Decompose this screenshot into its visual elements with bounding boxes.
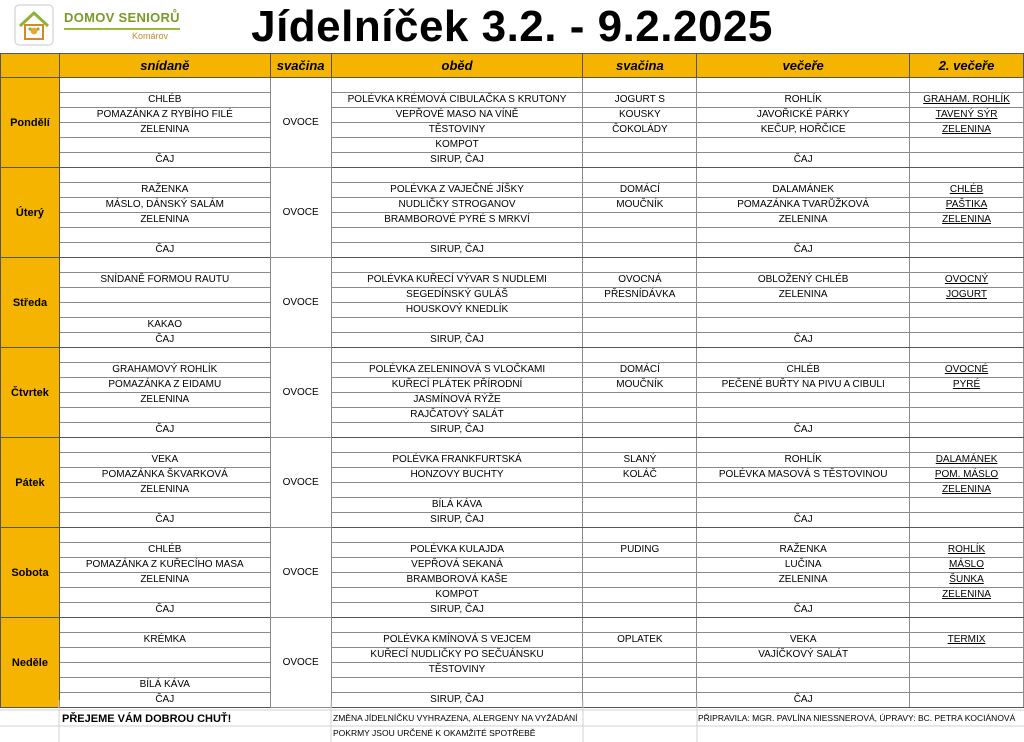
cell-lunch: HONZOVY BUCHTY: [331, 468, 583, 483]
cell-dinner: JAVOŘICKÉ PÁRKY: [697, 108, 910, 123]
cell-second-dinner: [910, 168, 1024, 183]
day-label: Čtvrtek: [1, 348, 60, 438]
header-snack-afternoon: svačina: [583, 54, 697, 78]
cell-second-dinner: ZELENINA: [910, 588, 1024, 603]
cell-snack-afternoon: OPLATEK: [583, 633, 697, 648]
cell-dinner: [697, 438, 910, 453]
table-row: [1, 168, 1024, 183]
cell-breakfast: KRÉMKA: [59, 633, 270, 648]
cell-dinner: ZELENINA: [697, 288, 910, 303]
footer-note-allergens: ZMĚNA JÍDELNÍČKU VYHRAZENA, ALERGENY NA VYŽÁDÁNÍ: [333, 713, 578, 723]
cell-lunch: POLÉVKA KMÍNOVÁ S VEJCEM: [331, 633, 583, 648]
cell-second-dinner: ZELENINA: [910, 213, 1024, 228]
logo-name: DOMOV SENIORŮ: [64, 10, 180, 25]
table-row: [1, 558, 1024, 573]
cell-lunch: [331, 528, 583, 543]
cell-dinner: [697, 258, 910, 273]
cell-lunch: KOMPOT: [331, 138, 583, 153]
cell-lunch: POLÉVKA ZELENINOVÁ S VLOČKAMI: [331, 363, 583, 378]
cell-lunch: SEGEDÍNSKÝ GULÁŠ: [331, 288, 583, 303]
day-label: Sobota: [1, 528, 60, 618]
table-row: [1, 633, 1024, 648]
cell-second-dinner: DALAMÁNEK: [910, 453, 1024, 468]
cell-lunch: KUŘECÍ PLÁTEK PŘÍRODNÍ: [331, 378, 583, 393]
cell-snack-afternoon: ČOKOLÁDY: [583, 123, 697, 138]
cell-second-dinner: [910, 138, 1024, 153]
cell-dinner: ROHLÍK: [697, 93, 910, 108]
cell-lunch: NUDLIČKY STROGANOV: [331, 198, 583, 213]
cell-second-dinner: [910, 393, 1024, 408]
cell-breakfast: [59, 228, 270, 243]
table-row: [1, 153, 1024, 168]
cell-breakfast: CHLÉB: [59, 93, 270, 108]
table-row: [1, 468, 1024, 483]
cell-dinner: VAJÍČKOVÝ SALÁT: [697, 648, 910, 663]
table-row: [1, 648, 1024, 663]
header-second-dinner: 2. večeře: [910, 54, 1024, 78]
cell-second-dinner: ROHLÍK: [910, 543, 1024, 558]
cell-snack-afternoon: [583, 558, 697, 573]
cell-snack-morning: OVOCE: [270, 348, 331, 438]
cell-snack-afternoon: [583, 408, 697, 423]
cell-second-dinner: POM. MÁSLO: [910, 468, 1024, 483]
table-row: [1, 498, 1024, 513]
table-row: [1, 213, 1024, 228]
cell-lunch: BRAMBOROVÁ KAŠE: [331, 573, 583, 588]
table-row: [1, 78, 1024, 93]
cell-dinner: [697, 318, 910, 333]
cell-lunch: SIRUP, ČAJ: [331, 603, 583, 618]
cell-dinner: CHLÉB: [697, 363, 910, 378]
cell-second-dinner: [910, 528, 1024, 543]
cell-lunch: KOMPOT: [331, 588, 583, 603]
table-row: [1, 603, 1024, 618]
cell-lunch: [331, 483, 583, 498]
cell-dinner: ZELENINA: [697, 573, 910, 588]
cell-breakfast: CHLÉB: [59, 543, 270, 558]
cell-snack-afternoon: [583, 588, 697, 603]
header-breakfast: snídaně: [59, 54, 270, 78]
cell-breakfast: ČAJ: [59, 153, 270, 168]
cell-lunch: SIRUP, ČAJ: [331, 333, 583, 348]
table-row: [1, 333, 1024, 348]
cell-second-dinner: [910, 318, 1024, 333]
cell-breakfast: ZELENINA: [59, 483, 270, 498]
cell-lunch: POLÉVKA Z VAJEČNÉ JÍŠKY: [331, 183, 583, 198]
cell-second-dinner: [910, 408, 1024, 423]
cell-dinner: [697, 303, 910, 318]
table-row: [1, 273, 1024, 288]
cell-second-dinner: [910, 498, 1024, 513]
cell-breakfast: ČAJ: [59, 693, 270, 708]
cell-lunch: POLÉVKA KULAJDA: [331, 543, 583, 558]
cell-dinner: [697, 528, 910, 543]
cell-dinner: [697, 228, 910, 243]
cell-breakfast: [59, 78, 270, 93]
cell-dinner: ČAJ: [697, 153, 910, 168]
cell-breakfast: ČAJ: [59, 513, 270, 528]
cell-breakfast: POMAZÁNKA ŠKVARKOVÁ: [59, 468, 270, 483]
cell-breakfast: [59, 528, 270, 543]
header-row: [1, 54, 1024, 78]
cell-breakfast: POMAZÁNKA Z RYBÍHO FILÉ: [59, 108, 270, 123]
cell-breakfast: BÍLÁ KÁVA: [59, 678, 270, 693]
cell-snack-afternoon: PŘESNÍDÁVKA: [583, 288, 697, 303]
cell-breakfast: ČAJ: [59, 243, 270, 258]
cell-snack-afternoon: DOMÁCÍ: [583, 363, 697, 378]
cell-second-dinner: GRAHAM. ROHLÍK: [910, 93, 1024, 108]
cell-breakfast: SNÍDANĚ FORMOU RAUTU: [59, 273, 270, 288]
cell-snack-afternoon: [583, 333, 697, 348]
cell-lunch: JASMÍNOVÁ RÝŽE: [331, 393, 583, 408]
table-row: [1, 198, 1024, 213]
cell-breakfast: ZELENINA: [59, 573, 270, 588]
cell-breakfast: RAŽENKA: [59, 183, 270, 198]
cell-second-dinner: [910, 438, 1024, 453]
cell-second-dinner: [910, 603, 1024, 618]
table-row: [1, 288, 1024, 303]
table-row: [1, 543, 1024, 558]
cell-breakfast: [59, 258, 270, 273]
menu-table: [0, 53, 1024, 708]
table-row: [1, 528, 1024, 543]
table-row: [1, 423, 1024, 438]
cell-snack-afternoon: [583, 663, 697, 678]
table-row: [1, 348, 1024, 363]
table-row: [1, 93, 1024, 108]
cell-second-dinner: MÁSLO: [910, 558, 1024, 573]
cell-second-dinner: [910, 258, 1024, 273]
cell-second-dinner: CHLÉB: [910, 183, 1024, 198]
cell-dinner: ČAJ: [697, 333, 910, 348]
page-title: Jídelníček 3.2. - 9.2.2025: [251, 2, 773, 51]
cell-second-dinner: [910, 243, 1024, 258]
cell-snack-afternoon: KOUSKY: [583, 108, 697, 123]
cell-dinner: [697, 393, 910, 408]
cell-snack-afternoon: [583, 303, 697, 318]
cell-dinner: [697, 678, 910, 693]
cell-snack-morning: OVOCE: [270, 618, 331, 708]
cell-snack-afternoon: [583, 618, 697, 633]
cell-dinner: ČAJ: [697, 423, 910, 438]
cell-second-dinner: [910, 303, 1024, 318]
cell-dinner: VEKA: [697, 633, 910, 648]
cell-lunch: VEPŘOVÉ MASO NA VÍNĚ: [331, 108, 583, 123]
cell-snack-afternoon: [583, 648, 697, 663]
cell-breakfast: [59, 288, 270, 303]
cell-dinner: LUČINA: [697, 558, 910, 573]
cell-second-dinner: [910, 678, 1024, 693]
cell-breakfast: ČAJ: [59, 423, 270, 438]
cell-lunch: SIRUP, ČAJ: [331, 513, 583, 528]
cell-snack-afternoon: PUDING: [583, 543, 697, 558]
cell-snack-afternoon: OVOCNÁ: [583, 273, 697, 288]
cell-snack-afternoon: JOGURT S: [583, 93, 697, 108]
cell-dinner: [697, 408, 910, 423]
cell-snack-afternoon: [583, 438, 697, 453]
cell-lunch: BÍLÁ KÁVA: [331, 498, 583, 513]
cell-second-dinner: [910, 648, 1024, 663]
cell-breakfast: [59, 618, 270, 633]
table-row: [1, 318, 1024, 333]
cell-lunch: POLÉVKA KRÉMOVÁ CIBULAČKA S KRUTONY: [331, 93, 583, 108]
cell-dinner: [697, 348, 910, 363]
cell-dinner: [697, 498, 910, 513]
cell-snack-afternoon: [583, 483, 697, 498]
cell-lunch: TĚSTOVINY: [331, 123, 583, 138]
cell-dinner: [697, 618, 910, 633]
table-row: [1, 303, 1024, 318]
cell-second-dinner: [910, 618, 1024, 633]
table-row: [1, 453, 1024, 468]
header-snack-morning: svačina: [270, 54, 331, 78]
cell-breakfast: [59, 168, 270, 183]
table-row: [1, 183, 1024, 198]
cell-dinner: ČAJ: [697, 513, 910, 528]
cell-snack-morning: OVOCE: [270, 168, 331, 258]
cell-lunch: [331, 348, 583, 363]
table-row: [1, 363, 1024, 378]
cell-breakfast: [59, 663, 270, 678]
cell-snack-afternoon: [583, 603, 697, 618]
cell-breakfast: POMAZÁNKA Z EIDAMU: [59, 378, 270, 393]
cell-dinner: ČAJ: [697, 603, 910, 618]
cell-snack-afternoon: [583, 138, 697, 153]
cell-dinner: ROHLÍK: [697, 453, 910, 468]
cell-breakfast: [59, 303, 270, 318]
cell-lunch: BRAMBOROVÉ PYRÉ S MRKVÍ: [331, 213, 583, 228]
cell-second-dinner: [910, 348, 1024, 363]
cell-snack-morning: OVOCE: [270, 438, 331, 528]
cell-lunch: SIRUP, ČAJ: [331, 423, 583, 438]
cell-lunch: SIRUP, ČAJ: [331, 693, 583, 708]
table-row: [1, 618, 1024, 633]
cell-snack-afternoon: DOMÁCÍ: [583, 183, 697, 198]
cell-snack-afternoon: [583, 153, 697, 168]
cell-dinner: [697, 663, 910, 678]
cell-lunch: [331, 438, 583, 453]
cell-second-dinner: ZELENINA: [910, 483, 1024, 498]
cell-second-dinner: TERMIX: [910, 633, 1024, 648]
cell-snack-afternoon: [583, 528, 697, 543]
cell-second-dinner: [910, 663, 1024, 678]
cell-snack-afternoon: KOLÁČ: [583, 468, 697, 483]
cell-lunch: [331, 258, 583, 273]
cell-breakfast: KAKAO: [59, 318, 270, 333]
cell-dinner: RAŽENKA: [697, 543, 910, 558]
cell-snack-afternoon: [583, 573, 697, 588]
cell-breakfast: ZELENINA: [59, 123, 270, 138]
cell-second-dinner: PYRÉ: [910, 378, 1024, 393]
cell-breakfast: [59, 408, 270, 423]
cell-second-dinner: [910, 153, 1024, 168]
cell-second-dinner: [910, 333, 1024, 348]
cell-snack-afternoon: [583, 513, 697, 528]
cell-breakfast: POMAZÁNKA Z KUŘECÍHO MASA: [59, 558, 270, 573]
logo-place: Komárov: [132, 31, 169, 41]
cell-second-dinner: [910, 513, 1024, 528]
footer-wish: PŘEJEME VÁM DOBROU CHUŤ!: [62, 713, 232, 725]
cell-snack-afternoon: [583, 423, 697, 438]
cell-snack-afternoon: [583, 228, 697, 243]
cell-lunch: POLÉVKA KUŘECÍ VÝVAR S NUDLEMI: [331, 273, 583, 288]
table-row: [1, 228, 1024, 243]
cell-dinner: OBLOŽENÝ CHLÉB: [697, 273, 910, 288]
cell-lunch: [331, 678, 583, 693]
table-row: [1, 123, 1024, 138]
table-row: [1, 243, 1024, 258]
cell-snack-morning: OVOCE: [270, 528, 331, 618]
cell-dinner: DALAMÁNEK: [697, 183, 910, 198]
cell-snack-afternoon: [583, 393, 697, 408]
cell-dinner: ČAJ: [697, 693, 910, 708]
cell-snack-afternoon: [583, 498, 697, 513]
cell-lunch: [331, 618, 583, 633]
cell-lunch: KUŘECÍ NUDLIČKY PO SEČUÁNSKU: [331, 648, 583, 663]
cell-dinner: [697, 78, 910, 93]
cell-breakfast: ZELENINA: [59, 393, 270, 408]
cell-breakfast: [59, 498, 270, 513]
cell-dinner: PEČENÉ BUŘTY NA PIVU A CIBULI: [697, 378, 910, 393]
cell-lunch: [331, 78, 583, 93]
cell-snack-afternoon: [583, 168, 697, 183]
cell-lunch: [331, 168, 583, 183]
table-row: [1, 573, 1024, 588]
cell-breakfast: [59, 138, 270, 153]
menu-body: [1, 78, 1024, 708]
cell-dinner: [697, 483, 910, 498]
cell-second-dinner: PAŠTIKA: [910, 198, 1024, 213]
cell-lunch: SIRUP, ČAJ: [331, 153, 583, 168]
cell-snack-afternoon: [583, 243, 697, 258]
day-label: Pondělí: [1, 78, 60, 168]
cell-second-dinner: OVOCNÉ: [910, 363, 1024, 378]
cell-dinner: KEČUP, HOŘČICE: [697, 123, 910, 138]
cell-second-dinner: TAVENÝ SÝR: [910, 108, 1024, 123]
table-row: [1, 138, 1024, 153]
table-row: [1, 108, 1024, 123]
cell-snack-afternoon: MOUČNÍK: [583, 378, 697, 393]
table-row: [1, 483, 1024, 498]
cell-breakfast: ČAJ: [59, 603, 270, 618]
cell-snack-afternoon: [583, 318, 697, 333]
cell-snack-afternoon: [583, 78, 697, 93]
cell-lunch: TĚSTOVINY: [331, 663, 583, 678]
cell-dinner: ČAJ: [697, 243, 910, 258]
cell-dinner: [697, 138, 910, 153]
day-label: Středa: [1, 258, 60, 348]
table-row: [1, 438, 1024, 453]
cell-second-dinner: ŠUNKA: [910, 573, 1024, 588]
cell-dinner: [697, 588, 910, 603]
cell-lunch: [331, 228, 583, 243]
cell-snack-afternoon: [583, 258, 697, 273]
header-corner: [1, 54, 60, 78]
table-row: [1, 408, 1024, 423]
table-row: [1, 393, 1024, 408]
day-label: Úterý: [1, 168, 60, 258]
cell-second-dinner: ZELENINA: [910, 123, 1024, 138]
table-row: [1, 588, 1024, 603]
table-row: [1, 258, 1024, 273]
cell-dinner: POLÉVKA MASOVÁ S TĚSTOVINOU: [697, 468, 910, 483]
cell-lunch: [331, 318, 583, 333]
cell-dinner: ZELENINA: [697, 213, 910, 228]
cell-breakfast: ČAJ: [59, 333, 270, 348]
header-lunch: oběd: [331, 54, 583, 78]
cell-snack-morning: OVOCE: [270, 258, 331, 348]
day-label: Neděle: [1, 618, 60, 708]
cell-dinner: [697, 168, 910, 183]
day-label: Pátek: [1, 438, 60, 528]
cell-snack-afternoon: [583, 213, 697, 228]
cell-second-dinner: JOGURT: [910, 288, 1024, 303]
table-row: [1, 378, 1024, 393]
cell-second-dinner: OVOCNÝ: [910, 273, 1024, 288]
cell-breakfast: [59, 438, 270, 453]
table-row: [1, 663, 1024, 678]
cell-breakfast: MÁSLO, DÁNSKÝ SALÁM: [59, 198, 270, 213]
table-row: [1, 513, 1024, 528]
cell-breakfast: ZELENINA: [59, 213, 270, 228]
cell-second-dinner: [910, 228, 1024, 243]
cell-lunch: POLÉVKA FRANKFURTSKÁ: [331, 453, 583, 468]
cell-snack-afternoon: [583, 348, 697, 363]
header-dinner: večeře: [697, 54, 910, 78]
cell-breakfast: [59, 588, 270, 603]
cell-snack-afternoon: MOUČNÍK: [583, 198, 697, 213]
cell-breakfast: [59, 648, 270, 663]
cell-snack-morning: OVOCE: [270, 78, 331, 168]
cell-lunch: VEPŘOVÁ SEKANÁ: [331, 558, 583, 573]
cell-dinner: POMAZÁNKA TVARŮŽKOVÁ: [697, 198, 910, 213]
cell-snack-afternoon: [583, 678, 697, 693]
cell-second-dinner: [910, 78, 1024, 93]
table-row: [1, 678, 1024, 693]
cell-breakfast: GRAHAMOVÝ ROHLÍK: [59, 363, 270, 378]
cell-breakfast: [59, 348, 270, 363]
cell-second-dinner: [910, 423, 1024, 438]
cell-snack-afternoon: SLANÝ: [583, 453, 697, 468]
cell-lunch: SIRUP, ČAJ: [331, 243, 583, 258]
cell-lunch: RAJČATOVÝ SALÁT: [331, 408, 583, 423]
footer-note-consumption: POKRMY JSOU URČENÉ K OKAMŽITÉ SPOTŘEBĚ: [333, 728, 536, 738]
footer-prepared-by: PŘIPRAVILA: MGR. PAVLÍNA NIESSNEROVÁ, ÚPRAVY: BC. PETRA KOCIÁNOVÁ: [698, 713, 1016, 723]
cell-breakfast: VEKA: [59, 453, 270, 468]
cell-lunch: HOUSKOVÝ KNEDLÍK: [331, 303, 583, 318]
